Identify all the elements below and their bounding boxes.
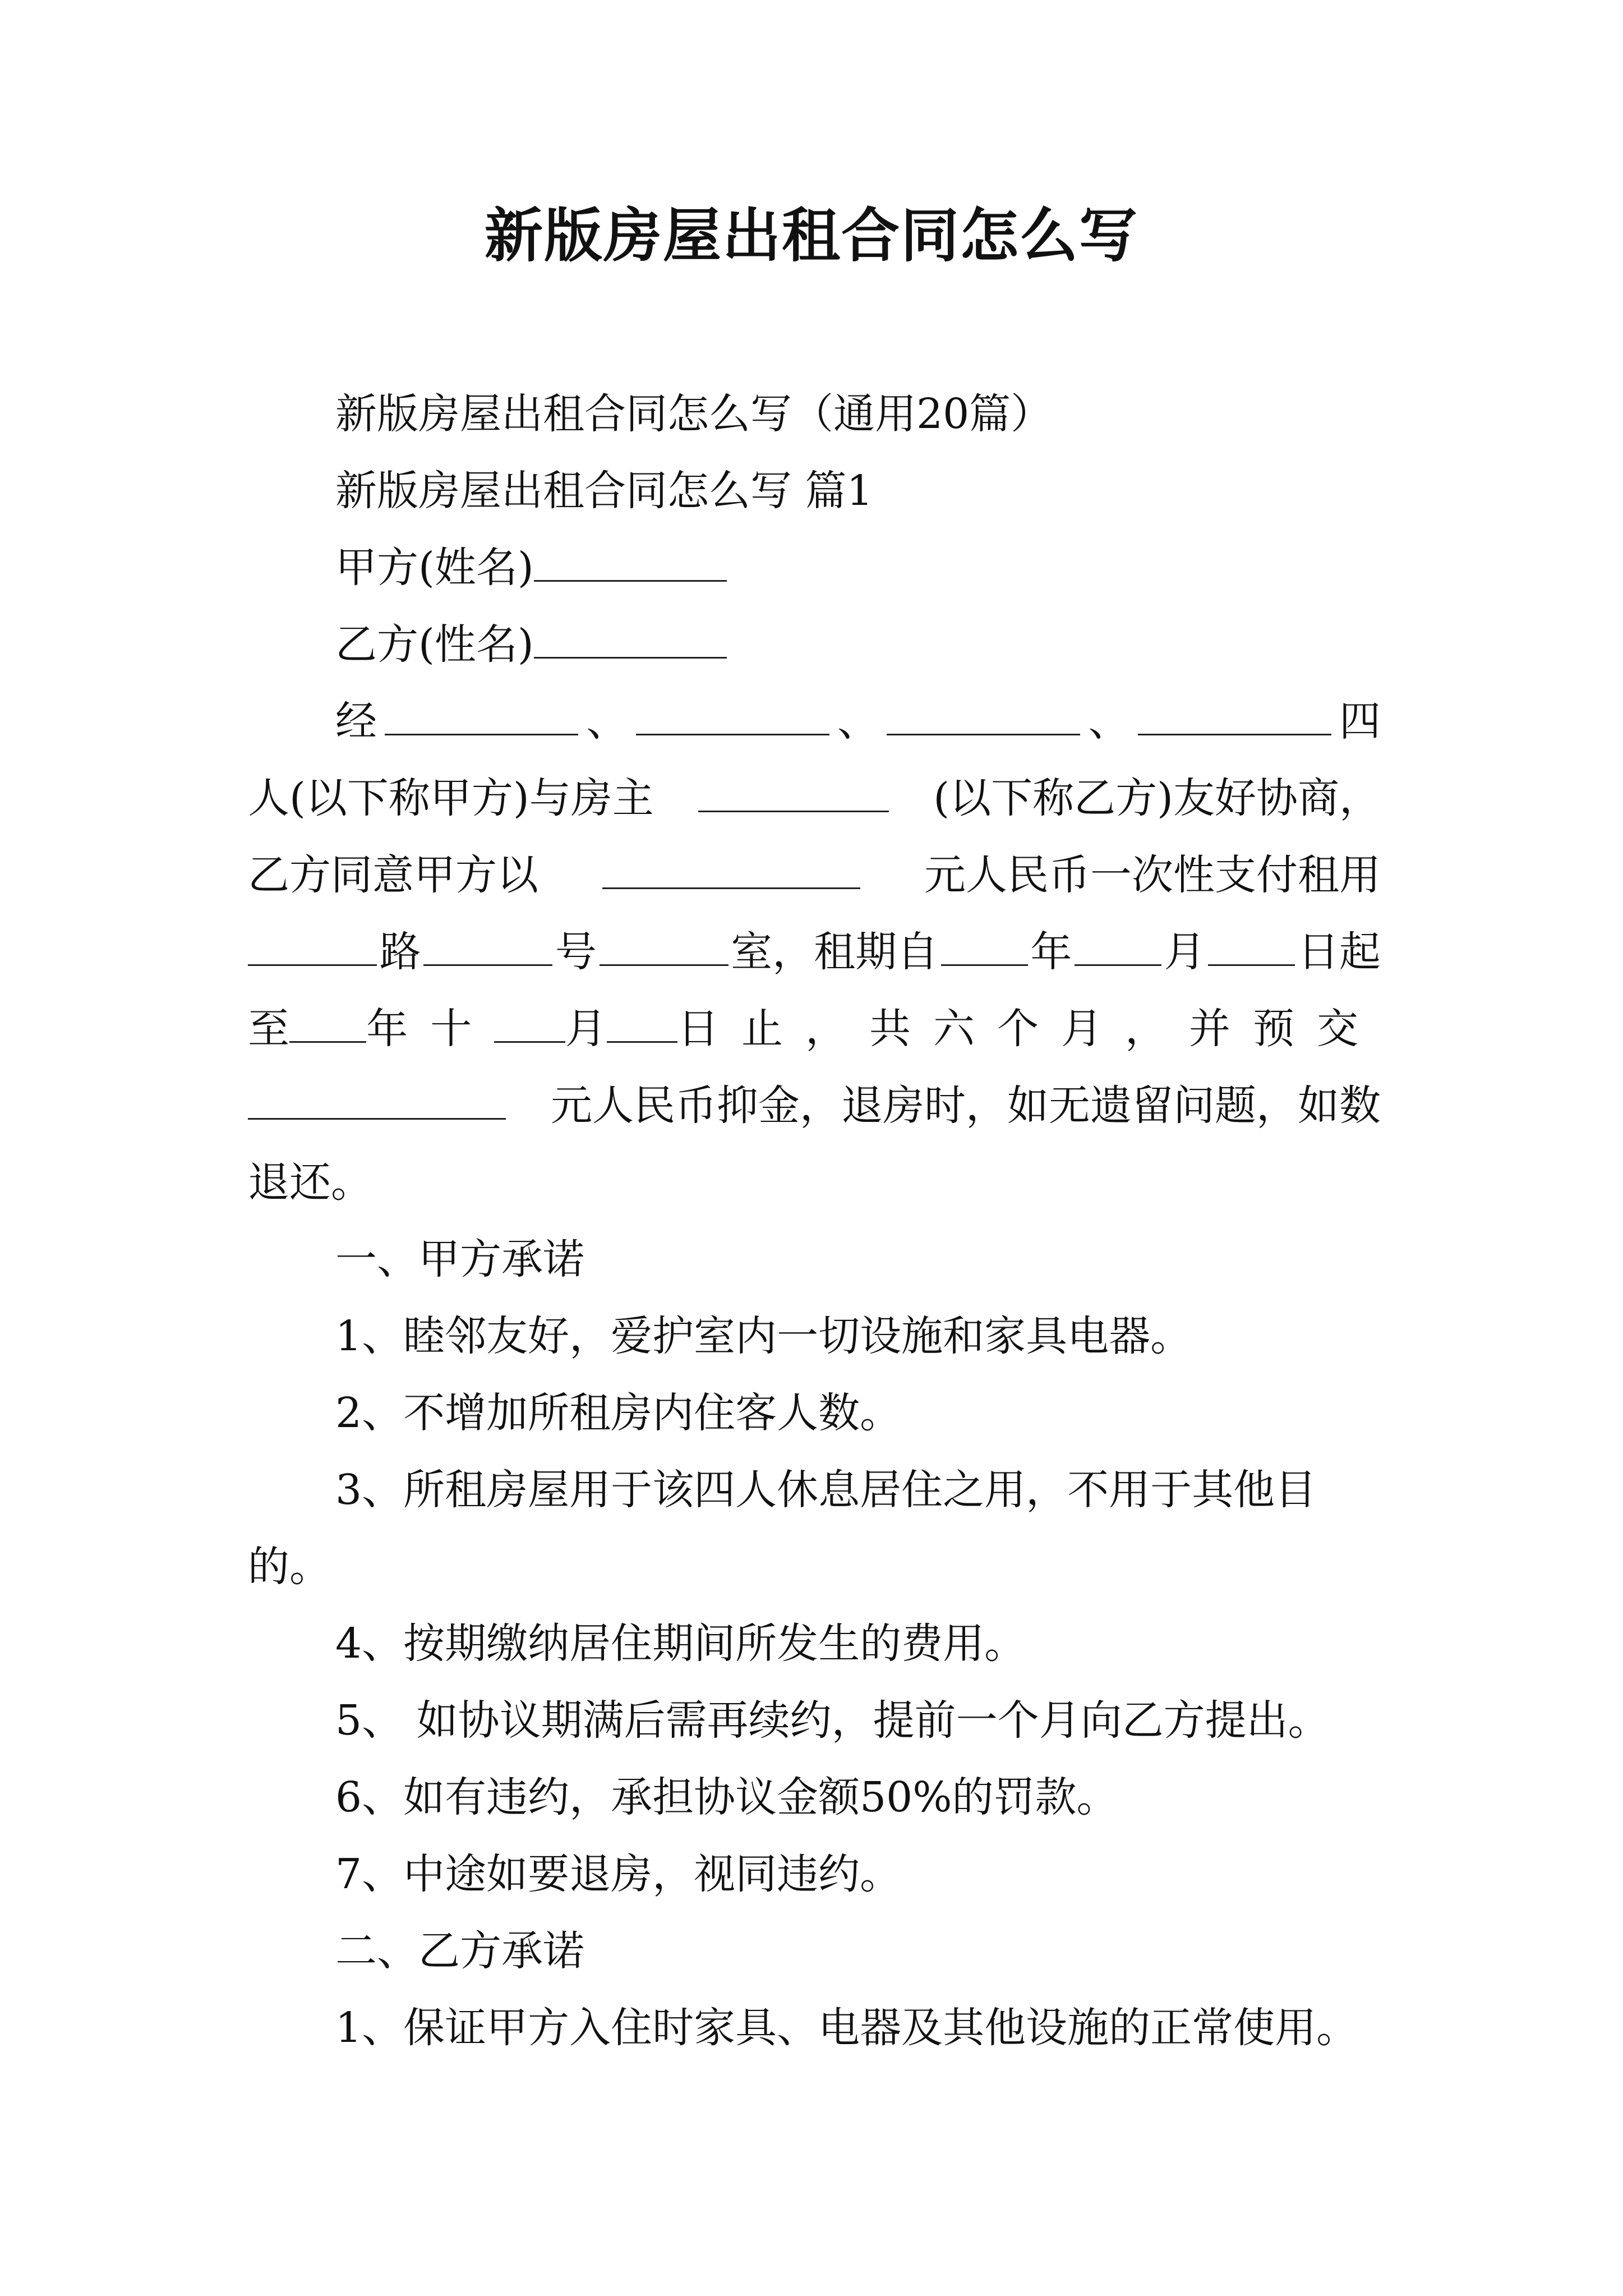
intro-text: 、	[1088, 697, 1130, 746]
fill-blank	[607, 1007, 677, 1043]
fill-blank	[698, 777, 889, 812]
intro-line-6	[248, 1068, 1381, 1144]
party-b-blank	[534, 623, 727, 659]
intro-text: 元人民币抑金，退房时，如无遗留问题，如数	[551, 1082, 1381, 1130]
fill-blank	[636, 700, 829, 735]
intro-text: 日止，	[677, 1005, 869, 1053]
intro-line-4	[248, 914, 1381, 991]
fill-blank	[494, 1007, 565, 1043]
intro-text: 、	[837, 697, 879, 746]
party-a-label: 甲方(姓名)	[335, 544, 534, 592]
section-1-item: 4、按期缴纳居住期间所发生的费用。	[335, 1619, 1026, 1668]
fill-blank	[248, 1084, 506, 1120]
intro-text: 乙方同意甲方以	[248, 851, 538, 899]
fill-blank	[941, 931, 1028, 966]
fill-blank	[600, 931, 728, 966]
fill-blank	[1208, 931, 1295, 966]
subtitle-line: 新版房屋出租合同怎么写（通用20篇）	[335, 390, 1053, 438]
fill-blank	[289, 1007, 366, 1043]
intro-text: 共六个月，	[869, 1005, 1189, 1053]
intro-text: 月	[565, 1005, 607, 1053]
party-b-label: 乙方(性名)	[335, 620, 534, 669]
intro-text: 四	[1339, 697, 1381, 746]
section-1-item: 7、中途如要退房，视同违约。	[335, 1850, 902, 1898]
party-a-line	[248, 530, 1381, 606]
intro-text: 经	[335, 697, 377, 746]
intro-text: 年十	[366, 1005, 495, 1053]
fill-blank	[248, 931, 377, 966]
section-1-item: 2、不增加所租房内住客人数。	[335, 1389, 902, 1437]
fill-blank	[602, 854, 860, 889]
intro-text: 、	[586, 697, 628, 746]
intro-text: 至	[248, 1005, 289, 1053]
intro-line-3	[248, 837, 1381, 914]
document-body	[248, 376, 1381, 2067]
fill-blank	[1075, 931, 1161, 966]
intro-text: (以下称乙方)友好协商，	[933, 774, 1381, 822]
section-1-item: 6、如有违约，承担协议金额50%的罚款。	[335, 1773, 1118, 1821]
party-b-line	[248, 606, 1381, 683]
section-2-heading: 二、乙方承诺	[335, 1927, 584, 1975]
intro-line-2	[248, 760, 1381, 837]
fill-blank	[1138, 700, 1331, 735]
document-title: 新版房屋出租合同怎么写	[484, 201, 1138, 270]
intro-line-5	[248, 991, 1381, 1068]
intro-text: 室，租期自	[731, 928, 939, 976]
fill-blank	[385, 700, 578, 735]
section-1-item: 3、所租房屋用于该四人休息居住之用，不用于其他目	[335, 1466, 1317, 1514]
intro-line-1	[248, 683, 1381, 760]
intro-text: 路	[379, 928, 421, 976]
fill-blank	[887, 700, 1080, 735]
section-2-item: 1、保证甲方入住时家具、电器及其他设施的正常使用。	[335, 2004, 1358, 2052]
intro-text: 人(以下称甲方)与房主	[248, 774, 654, 822]
party-a-blank	[534, 546, 727, 582]
intro-text: 月	[1164, 928, 1206, 976]
section-1-heading: 一、甲方承诺	[335, 1235, 584, 1283]
fill-blank	[423, 931, 552, 966]
intro-line-7: 退还。	[248, 1158, 372, 1207]
section-1-item: 1、睦邻友好，爱护室内一切设施和家具电器。	[335, 1312, 1192, 1360]
intro-text: 号	[555, 928, 597, 976]
chapter-heading: 新版房屋出租合同怎么写 篇1	[335, 467, 873, 515]
section-1-item: 5、 如协议期满后需再续约，提前一个月向乙方提出。	[335, 1696, 1330, 1745]
intro-text: 元人民币一次性支付租用	[924, 851, 1381, 899]
intro-text: 日起	[1297, 928, 1381, 976]
section-1-item-continuation: 的。	[248, 1543, 331, 1591]
intro-text: 并预交	[1189, 1005, 1381, 1053]
intro-text: 年	[1030, 928, 1072, 976]
